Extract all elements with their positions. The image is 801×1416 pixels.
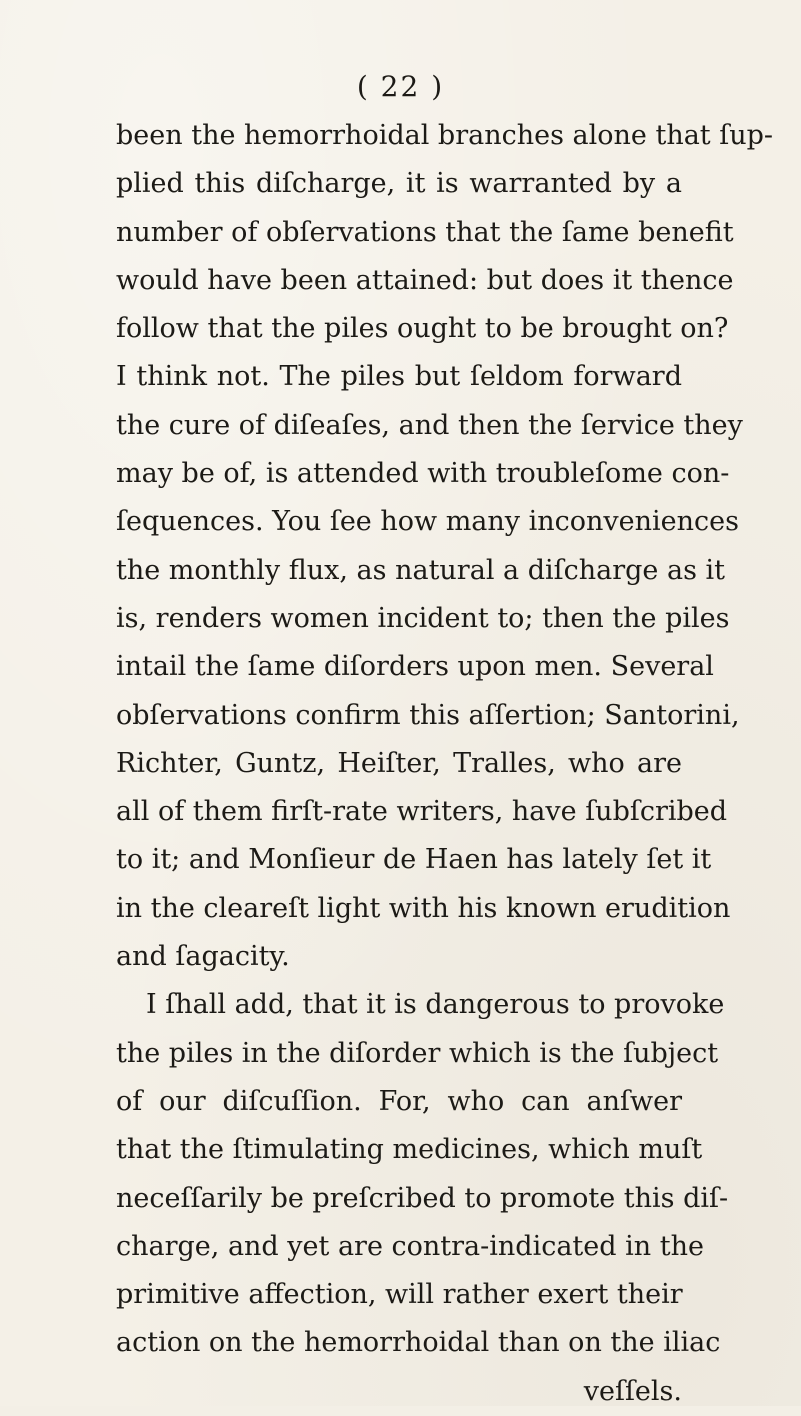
text-line: all of them firſt-rate writers, have ſubſcribed xyxy=(116,796,728,828)
text-line: the monthly flux, as natural a diſcharge as it xyxy=(116,554,726,586)
text-line: may be of, is attended with troubleſome con- xyxy=(116,458,730,490)
body-text xyxy=(116,112,774,1416)
text-line: action on the hemorrhoidal than on the iliac xyxy=(116,1327,721,1359)
text-line: obſervations confirm this aſſertion; Santorini, xyxy=(116,699,740,731)
text-line: charge, and yet are contra-indicated in the xyxy=(116,1230,704,1262)
text-line: is, renders women incident to; then the piles xyxy=(116,602,730,634)
page-number: ( 22 ) xyxy=(356,70,445,103)
text-line: to it; and Monſieur de Haen has lately ſet it xyxy=(116,844,712,876)
text-line: plied this diſcharge, it is warranted by a xyxy=(116,168,682,200)
catchword: veſſels. xyxy=(583,1375,682,1407)
text-line: neceſſarily be preſcribed to promote this diſ- xyxy=(116,1182,729,1214)
text-line: the piles in the diſorder which is the ſubject xyxy=(116,1037,719,1069)
text-line: intail the ſame diſorders upon men. Several xyxy=(116,651,714,683)
text-line: would have been attained: but does it thence xyxy=(116,264,734,296)
text-line: I think not. The piles but ſeldom forward xyxy=(116,361,682,393)
text-line: the cure of diſeaſes, and then the ſervice they xyxy=(116,409,743,441)
text-line: and ſagacity. xyxy=(116,941,290,973)
text-line: that the ſtimulating medicines, which muſt xyxy=(116,1134,703,1166)
text-line: been the hemorrhoidal branches alone that ſup- xyxy=(116,120,774,151)
text-line: number of obſervations that the ſame benefit xyxy=(116,216,734,248)
text-line: Richter, Guntz, Heiſter, Tralles, who are xyxy=(116,747,682,779)
text-line: I ſhall add, that it is dangerous to provoke xyxy=(146,989,725,1021)
text-line: follow that the piles ought to be brought on? xyxy=(116,313,729,345)
text-line: primitive affection, will rather exert their xyxy=(116,1279,683,1311)
text-line: ſequences. You ſee how many inconveniences xyxy=(116,506,740,538)
text-line: of our diſcuſſion. For, who can anſwer xyxy=(116,1085,682,1117)
text-line: in the cleareſt light with his known erudition xyxy=(116,892,731,924)
